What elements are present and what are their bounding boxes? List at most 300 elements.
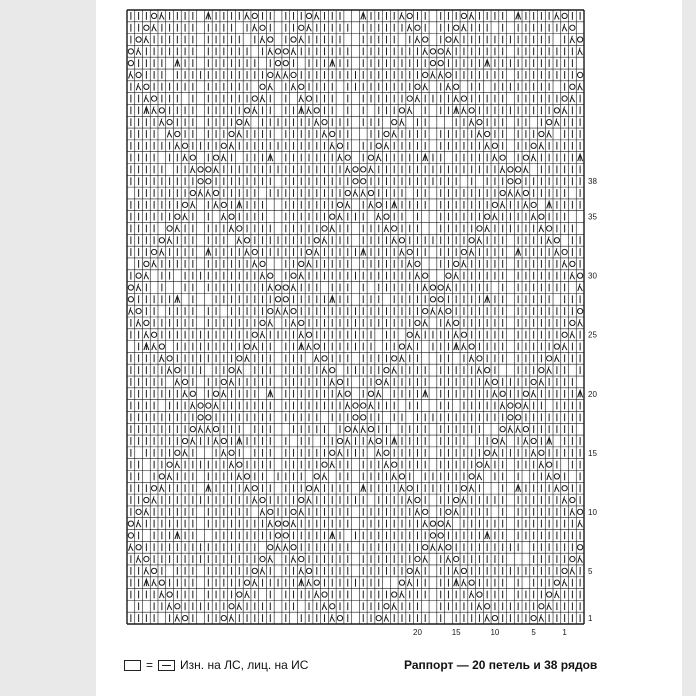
decrease-symbol [493,449,498,456]
yarn-over-symbol [136,308,141,313]
yarn-over-symbol [136,273,141,278]
yarn-over-symbol [430,533,435,538]
yarn-over-symbol [229,214,234,219]
yarn-over-symbol [198,179,203,184]
repeat-note: Раппорт — 20 петель и 38 рядов [404,658,598,672]
decrease-symbol [191,166,196,173]
yarn-over-symbol [345,391,350,396]
decrease-symbol [539,461,544,468]
decrease-symbol [221,449,226,456]
yarn-over-symbol [399,344,404,349]
decrease-symbol [144,331,149,338]
decrease-symbol [160,118,165,125]
yarn-over-symbol [523,155,528,160]
central-decrease-symbol [454,107,459,114]
yarn-over-symbol [562,332,567,337]
yarn-over-symbol [299,497,304,502]
central-decrease-symbol [144,107,149,114]
yarn-over-symbol [268,37,273,42]
decrease-symbol [245,118,250,125]
yarn-over-symbol [345,190,350,195]
decrease-symbol [136,48,141,55]
decrease-symbol [415,95,420,102]
yarn-over-symbol [252,13,257,18]
yarn-over-symbol [415,25,420,30]
yarn-over-symbol [275,533,280,538]
yarn-over-symbol [260,497,265,502]
yarn-over-symbol [423,509,428,514]
legend [124,658,308,672]
decrease-symbol [369,402,374,409]
decrease-symbol [578,520,583,527]
decrease-symbol [206,189,211,196]
yarn-over-symbol [175,450,180,455]
yarn-over-symbol [159,474,164,479]
yarn-over-symbol [469,580,474,585]
decrease-symbol [191,437,196,444]
yarn-over-symbol [562,568,567,573]
decrease-symbol [462,579,467,586]
central-decrease-symbol [299,107,304,114]
decrease-symbol [198,425,203,432]
yarn-over-symbol [361,179,366,184]
yarn-over-symbol [198,167,203,172]
yarn-over-symbol [314,108,319,113]
decrease-symbol [555,248,560,255]
yarn-over-symbol [268,273,273,278]
central-decrease-symbol [299,579,304,586]
yarn-over-symbol [423,72,428,77]
yarn-over-symbol [516,415,521,420]
central-decrease-symbol [361,485,366,492]
decrease-symbol [384,378,389,385]
yarn-over-symbol [446,72,451,77]
decrease-symbol [160,591,165,598]
yarn-over-symbol [438,49,443,54]
decrease-symbol [330,225,335,232]
decrease-symbol [129,543,134,550]
decrease-symbol [291,48,296,55]
yarn-over-symbol [353,403,358,408]
decrease-symbol [183,390,188,397]
decrease-symbol [152,260,157,267]
central-decrease-symbol [454,579,459,586]
yarn-over-symbol [306,332,311,337]
yarn-over-symbol [206,179,211,184]
decrease-symbol [555,12,560,19]
yarn-over-symbol [306,249,311,254]
yarn-over-symbol [144,25,149,30]
decrease-symbol [516,425,521,432]
decrease-symbol [322,236,327,243]
yarn-over-symbol [376,379,381,384]
decrease-symbol [167,603,172,610]
decrease-symbol [283,307,288,314]
yarn-over-symbol [415,84,420,89]
yarn-over-symbol [554,108,559,113]
yarn-over-symbol [407,13,412,18]
decrease-symbol [237,366,242,373]
yarn-over-symbol [159,108,164,113]
decrease-symbol [175,461,180,468]
central-decrease-symbol [144,579,149,586]
decrease-symbol [330,142,335,149]
decrease-symbol [578,83,583,90]
decrease-symbol [578,555,583,562]
decrease-symbol [345,402,350,409]
decrease-symbol [191,402,196,409]
yarn-over-symbol [469,344,474,349]
central-decrease-symbol [547,201,552,208]
yarn-over-symbol [368,190,373,195]
yarn-over-symbol [384,214,389,219]
decrease-symbol [260,95,265,102]
yarn-over-symbol [446,509,451,514]
yarn-over-symbol [237,226,242,231]
yarn-over-symbol [562,13,567,18]
yarn-over-symbol [291,37,296,42]
yarn-over-symbol [268,308,273,313]
decrease-symbol [407,260,412,267]
yarn-over-symbol [562,249,567,254]
yarn-over-symbol [454,320,459,325]
yarn-over-symbol [268,545,273,550]
decrease-symbol [431,71,436,78]
yarn-over-symbol [206,403,211,408]
yarn-over-symbol [151,249,156,254]
decrease-symbol [152,343,157,350]
central-decrease-symbol [268,390,273,397]
yarn-over-symbol [244,580,249,585]
decrease-symbol [477,366,482,373]
yarn-over-symbol [562,96,567,101]
decrease-symbol [415,508,420,515]
yarn-over-symbol [539,604,544,609]
central-decrease-symbol [485,532,490,539]
row-number: 38 [588,177,597,187]
decrease-symbol [524,166,529,173]
yarn-over-symbol [322,120,327,125]
yarn-over-symbol [492,379,497,384]
yarn-over-symbol [531,143,536,148]
decrease-symbol [338,213,343,220]
decrease-symbol [485,225,490,232]
legend-text: Изн. на ЛС, лиц. на ИС [180,658,309,672]
decrease-symbol [260,567,265,574]
yarn-over-symbol [244,474,249,479]
yarn-over-symbol [384,450,389,455]
decrease-symbol [136,284,141,291]
central-decrease-symbol [237,437,242,444]
decrease-symbol [555,118,560,125]
decrease-symbol [547,603,552,610]
yarn-over-symbol [508,167,513,172]
decrease-symbol [307,496,312,503]
central-decrease-symbol [578,390,583,397]
decrease-symbol [524,437,529,444]
yarn-over-symbol [345,427,350,432]
yarn-over-symbol [306,568,311,573]
decrease-symbol [392,603,397,610]
yarn-over-symbol [446,37,451,42]
decrease-symbol [400,355,405,362]
yarn-over-symbol [376,438,381,443]
central-decrease-symbol [361,12,366,19]
yarn-over-symbol [368,391,373,396]
yarn-over-symbol [399,580,404,585]
yarn-over-symbol [198,415,203,420]
decrease-symbol [160,12,165,19]
yarn-over-symbol [221,143,226,148]
decrease-symbol [338,449,343,456]
decrease-symbol [562,496,567,503]
yarn-over-symbol [384,368,389,373]
yarn-over-symbol [477,120,482,125]
yarn-over-symbol [283,61,288,66]
decrease-symbol [322,473,327,480]
yarn-over-symbol [500,391,505,396]
decrease-symbol [314,118,319,125]
yarn-over-symbol [283,49,288,54]
decrease-symbol [539,142,544,149]
yarn-over-symbol [577,273,582,278]
yarn-over-symbol [570,25,575,30]
yarn-over-symbol [144,84,149,89]
decrease-symbol [268,48,273,55]
decrease-symbol [462,260,467,267]
central-decrease-symbol [144,343,149,350]
decrease-symbol [400,484,405,491]
yarn-over-symbol [198,403,203,408]
yarn-over-symbol [136,37,141,42]
decrease-symbol [229,142,234,149]
decrease-symbol [562,24,567,31]
decrease-symbol [477,236,482,243]
yarn-over-symbol [190,190,195,195]
decrease-symbol [314,484,319,491]
decrease-symbol [485,614,490,621]
central-decrease-symbol [237,201,242,208]
decrease-symbol [369,201,374,208]
yarn-over-symbol [260,556,265,561]
yarn-over-symbol [461,13,466,18]
yarn-over-symbol [554,580,559,585]
decrease-symbol [485,378,490,385]
yarn-over-symbol [337,379,342,384]
yarn-over-symbol [244,344,249,349]
decrease-symbol [555,355,560,362]
yarn-over-symbol [407,568,412,573]
yarn-over-symbol [554,238,559,243]
decrease-symbol [144,508,149,515]
decrease-symbol [407,343,412,350]
decrease-symbol [136,520,141,527]
yarn-over-symbol [384,131,389,136]
decrease-symbol [539,614,544,621]
yarn-over-symbol [570,320,575,325]
decrease-symbol [469,591,474,598]
decrease-symbol [314,355,319,362]
decrease-symbol [307,579,312,586]
yarn-over-symbol [306,13,311,18]
yarn-over-symbol [446,308,451,313]
yarn-over-symbol [554,474,559,479]
yarn-over-symbol [368,155,373,160]
row-number: 5 [588,566,593,576]
yarn-over-symbol [539,368,544,373]
yarn-over-symbol [237,592,242,597]
decrease-symbol [237,236,242,243]
central-decrease-symbol [175,296,180,303]
yarn-over-symbol [399,108,404,113]
decrease-symbol [299,331,304,338]
decrease-symbol [431,543,436,550]
yarn-over-symbol [554,344,559,349]
decrease-symbol [245,12,250,19]
yarn-over-symbol [492,143,497,148]
yarn-over-symbol [461,249,466,254]
yarn-over-symbol [577,509,582,514]
decrease-symbol [198,189,203,196]
central-decrease-symbol [578,154,583,161]
central-decrease-symbol [330,296,335,303]
yarn-over-symbol [577,308,582,313]
yarn-over-symbol [136,72,141,77]
yarn-over-symbol [221,379,226,384]
yarn-over-symbol [492,615,497,620]
decrease-symbol [384,614,389,621]
yarn-over-symbol [477,356,482,361]
decrease-symbol [175,614,180,621]
decrease-symbol [477,473,482,480]
decrease-symbol [578,284,583,291]
decrease-symbol [338,390,343,397]
decrease-symbol [299,95,304,102]
decrease-symbol [283,71,288,78]
yarn-over-symbol [128,297,133,302]
central-decrease-symbol [330,60,335,67]
yarn-over-symbol [438,297,443,302]
yarn-over-symbol [337,438,342,443]
yarn-over-symbol [229,450,234,455]
yarn-over-symbol [182,202,187,207]
decrease-symbol [268,555,273,562]
yarn-over-symbol [237,462,242,467]
yarn-over-symbol [128,49,133,54]
central-decrease-symbol [392,437,397,444]
decrease-symbol [431,307,436,314]
yarn-over-symbol [322,226,327,231]
decrease-symbol [454,36,459,43]
decrease-symbol [446,520,451,527]
decrease-symbol [345,437,350,444]
decrease-symbol [229,225,234,232]
decrease-symbol [400,591,405,598]
yarn-over-symbol [337,143,342,148]
decrease-symbol [314,591,319,598]
central-decrease-symbol [299,343,304,350]
decrease-symbol [361,189,366,196]
decrease-symbol [268,319,273,326]
decrease-symbol [477,603,482,610]
decrease-symbol [229,461,234,468]
yarn-over-symbol [469,108,474,113]
yarn-over-symbol [523,391,528,396]
decrease-symbol [191,201,196,208]
decrease-symbol [508,189,513,196]
decrease-symbol [160,355,165,362]
central-decrease-symbol [330,532,335,539]
yarn-over-symbol [291,308,296,313]
yarn-over-symbol [182,379,187,384]
decrease-symbol [392,236,397,243]
decrease-symbol [291,555,296,562]
decrease-symbol [539,378,544,385]
decrease-symbol [477,130,482,137]
yarn-over-symbol [299,84,304,89]
decrease-symbol [392,473,397,480]
yarn-over-symbol [206,415,211,420]
yarn-over-symbol [283,297,288,302]
decrease-symbol [454,95,459,102]
yarn-over-symbol [330,131,335,136]
decrease-symbol [400,248,405,255]
yarn-over-symbol [469,474,474,479]
decrease-symbol [160,248,165,255]
yarn-over-symbol [353,167,358,172]
decrease-symbol [562,260,567,267]
decrease-symbol [299,508,304,515]
decrease-symbol [400,118,405,125]
yarn-over-symbol [399,238,404,243]
yarn-over-symbol [516,403,521,408]
decrease-symbol [423,284,428,291]
central-decrease-symbol [206,485,211,492]
yarn-over-symbol [151,486,156,491]
decrease-symbol [400,12,405,19]
yarn-over-symbol [353,415,358,420]
yarn-over-symbol [128,61,133,66]
yarn-over-symbol [430,49,435,54]
yarn-over-symbol [252,486,257,491]
decrease-symbol [214,437,219,444]
yarn-over-symbol [175,131,180,136]
yarn-over-symbol [175,368,180,373]
decrease-symbol [307,107,312,114]
yarn-over-symbol [322,356,327,361]
legend-equals: = [146,658,154,672]
decrease-symbol [407,24,412,31]
yarn-over-symbol [221,438,226,443]
central-decrease-symbol [206,12,211,19]
yarn-over-symbol [523,190,528,195]
decrease-symbol [392,366,397,373]
yarn-over-symbol [291,509,296,514]
yarn-over-symbol [423,545,428,550]
decrease-symbol [252,24,257,31]
yarn-over-symbol [531,438,536,443]
yarn-over-symbol [376,202,381,207]
yarn-over-symbol [291,72,296,77]
column-number: 20 [413,628,422,637]
decrease-symbol [338,154,343,161]
decrease-symbol [415,567,420,574]
yarn-over-symbol [438,285,443,290]
yarn-over-symbol [283,533,288,538]
decrease-symbol [144,272,149,279]
decrease-symbol [268,520,273,527]
central-decrease-symbol [268,154,273,161]
